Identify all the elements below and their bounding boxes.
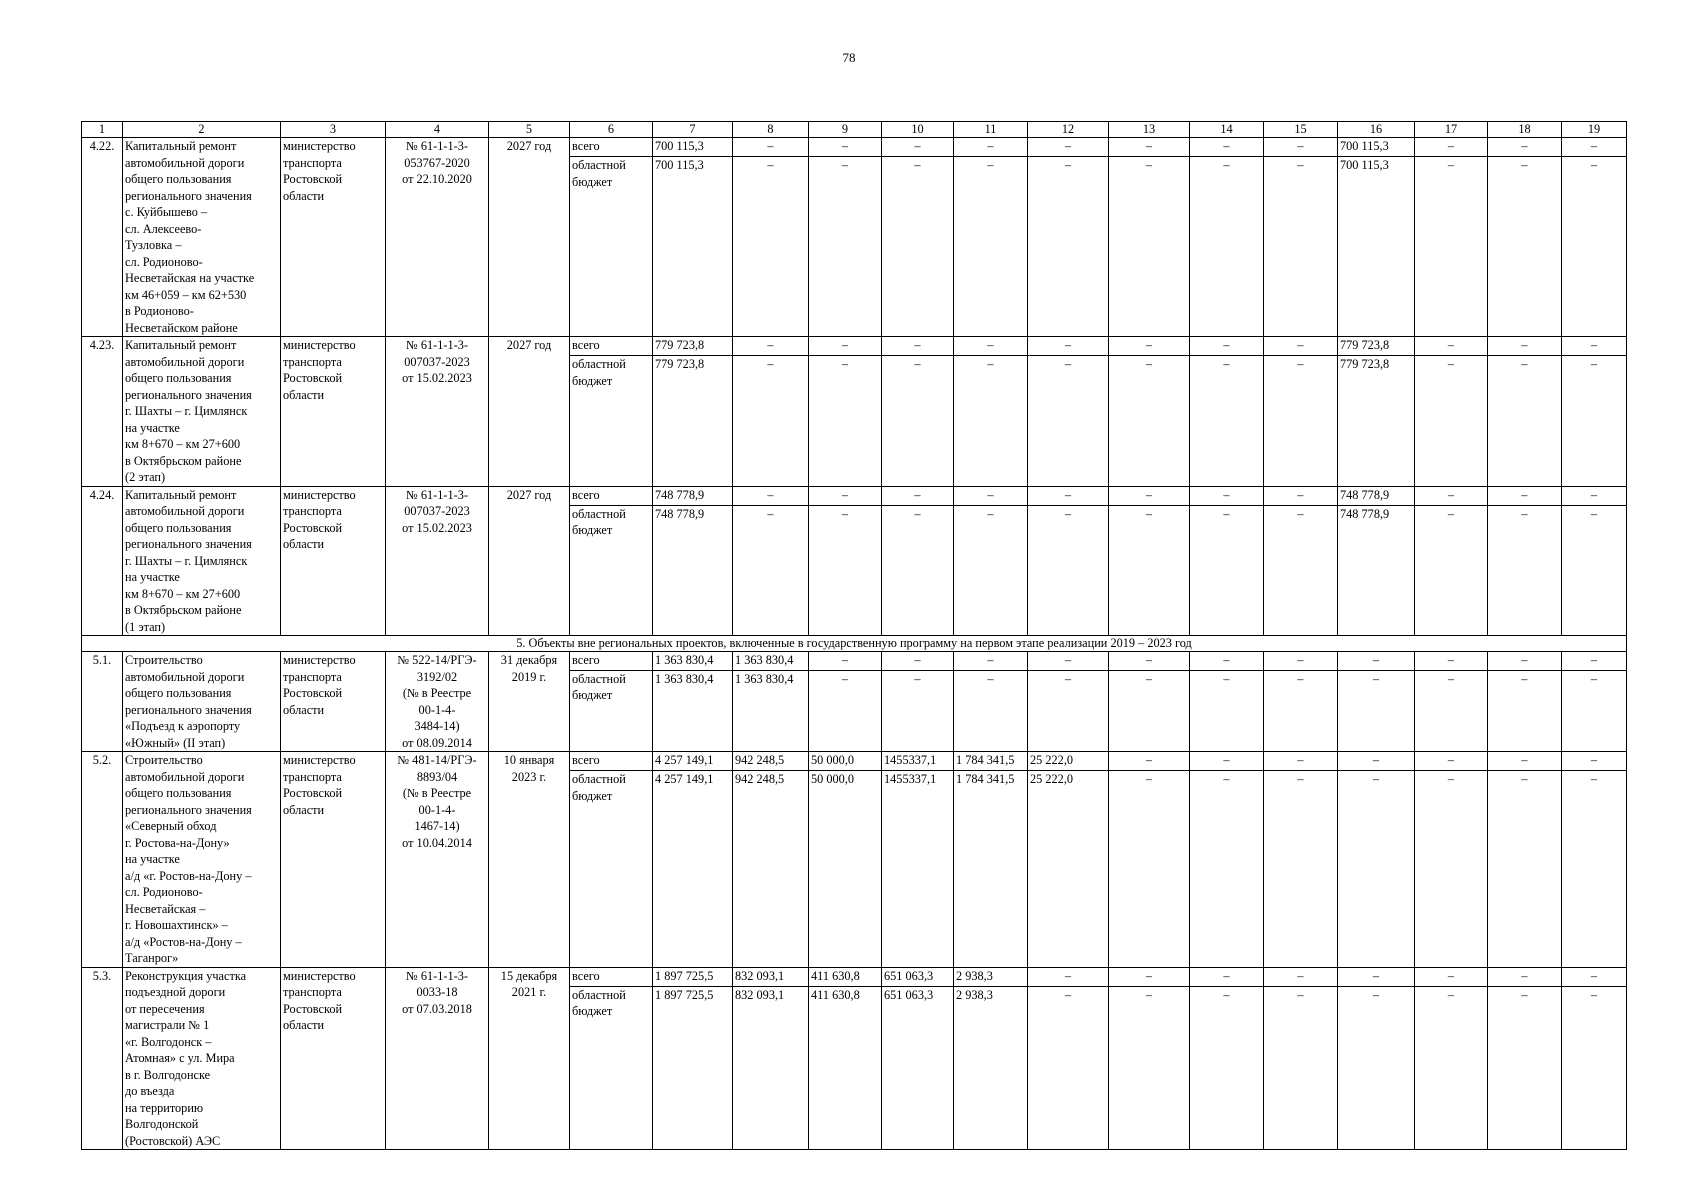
- completion-date: 10 января 2023 г.: [489, 752, 570, 968]
- amount-cell: –: [1028, 486, 1109, 505]
- document-ref: № 61-1-1-3- 007037-2023 от 15.02.2023: [386, 337, 489, 487]
- amount-cell: 779 723,8: [1338, 337, 1415, 356]
- amount-cell: –: [809, 652, 882, 671]
- amount-cell: 1 784 341,5: [954, 771, 1028, 967]
- amount-cell: 700 115,3: [653, 157, 733, 337]
- amount-cell: –: [1264, 652, 1338, 671]
- column-number: 15: [1264, 122, 1338, 138]
- amount-cell: –: [733, 138, 809, 157]
- amount-cell: –: [1190, 967, 1264, 986]
- amount-cell: –: [1264, 986, 1338, 1149]
- completion-date: 15 декабря 2021 г.: [489, 967, 570, 1150]
- amount-cell: –: [1109, 986, 1190, 1149]
- amount-cell: –: [1028, 967, 1109, 986]
- amount-cell: 1 363 830,4: [653, 652, 733, 671]
- amount-cell: –: [882, 652, 954, 671]
- funding-source: всего: [570, 337, 653, 356]
- table-row: [82, 138, 1627, 157]
- amount-cell: –: [1415, 967, 1488, 986]
- amount-cell: 1 784 341,5: [954, 752, 1028, 771]
- funding-source: всего: [570, 486, 653, 505]
- completion-date: 2027 год: [489, 337, 570, 487]
- amount-cell: 832 093,1: [733, 986, 809, 1149]
- object-name: Капитальный ремонт автомобильной дороги общего пользования регионального значения г. Шахты – г. Цимлянск на участке км 8+670 – км 27+600 в Октябрьском районе (1 этап): [123, 486, 281, 636]
- amount-cell: –: [1562, 157, 1627, 337]
- amount-cell: –: [1338, 986, 1415, 1149]
- amount-cell: –: [954, 356, 1028, 486]
- amount-cell: 748 778,9: [1338, 505, 1415, 635]
- amount-cell: 779 723,8: [653, 337, 733, 356]
- funding-source: всего: [570, 967, 653, 986]
- amount-cell: –: [1488, 337, 1562, 356]
- amount-cell: –: [954, 652, 1028, 671]
- amount-cell: 411 630,8: [809, 986, 882, 1149]
- amount-cell: –: [1488, 771, 1562, 967]
- amount-cell: 4 257 149,1: [653, 771, 733, 967]
- completion-date: 2027 год: [489, 138, 570, 337]
- column-number: 2: [123, 122, 281, 138]
- amount-cell: –: [1109, 967, 1190, 986]
- amount-cell: –: [882, 356, 954, 486]
- amount-cell: –: [954, 486, 1028, 505]
- amount-cell: 779 723,8: [653, 356, 733, 486]
- amount-cell: –: [1190, 752, 1264, 771]
- document-ref: № 481-14/РГЭ- 8893/04 (№ в Реестре 00-1-4- 1467-14) от 10.04.2014: [386, 752, 489, 968]
- amount-cell: –: [1028, 986, 1109, 1149]
- executor: министерство транспорта Ростовской области: [281, 337, 386, 487]
- item-number: 4.23.: [82, 337, 123, 487]
- amount-cell: –: [809, 337, 882, 356]
- item-number: 5.3.: [82, 967, 123, 1150]
- amount-cell: –: [1415, 986, 1488, 1149]
- executor: министерство транспорта Ростовской области: [281, 486, 386, 636]
- amount-cell: –: [1190, 337, 1264, 356]
- amount-cell: –: [809, 505, 882, 635]
- amount-cell: –: [1562, 356, 1627, 486]
- amount-cell: –: [1028, 652, 1109, 671]
- amount-cell: –: [1488, 967, 1562, 986]
- amount-cell: 942 248,5: [733, 771, 809, 967]
- amount-cell: –: [882, 138, 954, 157]
- amount-cell: –: [1109, 771, 1190, 967]
- object-name: Капитальный ремонт автомобильной дороги общего пользования регионального значения с. Куйбышево – сл. Алексеево- Тузловка – сл. Родионово- Несветайская на участке км 46+059 – км 62+530 в Родионово- Несветайском районе: [123, 138, 281, 337]
- amount-cell: –: [1488, 486, 1562, 505]
- amount-cell: 748 778,9: [653, 505, 733, 635]
- table-row: [82, 652, 1627, 671]
- table-row: [82, 967, 1627, 986]
- amount-cell: –: [1488, 356, 1562, 486]
- amount-cell: –: [1415, 486, 1488, 505]
- amount-cell: 748 778,9: [1338, 486, 1415, 505]
- amount-cell: –: [954, 157, 1028, 337]
- amount-cell: –: [1264, 771, 1338, 967]
- amount-cell: –: [882, 157, 954, 337]
- amount-cell: –: [1415, 356, 1488, 486]
- amount-cell: –: [1190, 986, 1264, 1149]
- item-number: 5.2.: [82, 752, 123, 968]
- section-heading-row: [82, 636, 1627, 652]
- amount-cell: –: [1109, 670, 1190, 751]
- amount-cell: –: [1190, 670, 1264, 751]
- amount-cell: –: [1562, 505, 1627, 635]
- amount-cell: –: [1415, 157, 1488, 337]
- amount-cell: 700 115,3: [1338, 138, 1415, 157]
- object-name: Строительство автомобильной дороги общего пользования регионального значения «Северный обход г. Ростова-на-Дону» на участке а/д «г. Ростов-на-Дону – сл. Родионово- Несветайская – г. Новошахтинск» – а/д «Ростов-на-Дону – Таганрог»: [123, 752, 281, 968]
- amount-cell: –: [1264, 670, 1338, 751]
- column-number: 7: [653, 122, 733, 138]
- amount-cell: 25 222,0: [1028, 771, 1109, 967]
- column-number: 3: [281, 122, 386, 138]
- column-number: 9: [809, 122, 882, 138]
- amount-cell: –: [1562, 138, 1627, 157]
- amount-cell: –: [733, 505, 809, 635]
- amount-cell: –: [1109, 486, 1190, 505]
- amount-cell: –: [1190, 505, 1264, 635]
- amount-cell: –: [1415, 652, 1488, 671]
- amount-cell: –: [1109, 752, 1190, 771]
- column-number: 14: [1190, 122, 1264, 138]
- amount-cell: –: [1190, 771, 1264, 967]
- amount-cell: 1 897 725,5: [653, 967, 733, 986]
- column-number: 18: [1488, 122, 1562, 138]
- amount-cell: –: [1190, 652, 1264, 671]
- table-row: [82, 337, 1627, 356]
- amount-cell: –: [882, 337, 954, 356]
- amount-cell: –: [1562, 670, 1627, 751]
- amount-cell: –: [809, 157, 882, 337]
- column-number: 4: [386, 122, 489, 138]
- column-number: 6: [570, 122, 653, 138]
- amount-cell: 651 063,3: [882, 967, 954, 986]
- amount-cell: 700 115,3: [1338, 157, 1415, 337]
- amount-cell: 700 115,3: [653, 138, 733, 157]
- executor: министерство транспорта Ростовской области: [281, 752, 386, 968]
- amount-cell: –: [1562, 752, 1627, 771]
- amount-cell: –: [1338, 670, 1415, 751]
- amount-cell: –: [809, 138, 882, 157]
- funding-source: всего: [570, 652, 653, 671]
- amount-cell: –: [1109, 138, 1190, 157]
- amount-cell: 411 630,8: [809, 967, 882, 986]
- amount-cell: –: [1109, 356, 1190, 486]
- amount-cell: –: [1109, 652, 1190, 671]
- amount-cell: –: [1028, 138, 1109, 157]
- amount-cell: 50 000,0: [809, 771, 882, 967]
- amount-cell: –: [1028, 356, 1109, 486]
- funding-source: областной бюджет: [570, 356, 653, 486]
- amount-cell: –: [1338, 967, 1415, 986]
- funding-source: областной бюджет: [570, 505, 653, 635]
- amount-cell: 25 222,0: [1028, 752, 1109, 771]
- amount-cell: 50 000,0: [809, 752, 882, 771]
- amount-cell: –: [882, 486, 954, 505]
- funding-source: областной бюджет: [570, 771, 653, 967]
- amount-cell: –: [1562, 337, 1627, 356]
- amount-cell: –: [1264, 157, 1338, 337]
- amount-cell: –: [1190, 157, 1264, 337]
- table-row: [82, 486, 1627, 505]
- column-number: 1: [82, 122, 123, 138]
- amount-cell: –: [1028, 670, 1109, 751]
- amount-cell: –: [1415, 771, 1488, 967]
- amount-cell: –: [1338, 652, 1415, 671]
- amount-cell: –: [1488, 505, 1562, 635]
- executor: министерство транспорта Ростовской области: [281, 138, 386, 337]
- amount-cell: –: [1562, 771, 1627, 967]
- amount-cell: –: [1488, 157, 1562, 337]
- amount-cell: –: [1109, 157, 1190, 337]
- amount-cell: –: [1190, 356, 1264, 486]
- amount-cell: –: [1264, 337, 1338, 356]
- amount-cell: –: [1028, 157, 1109, 337]
- column-number: 16: [1338, 122, 1415, 138]
- amount-cell: –: [733, 337, 809, 356]
- amount-cell: 942 248,5: [733, 752, 809, 771]
- document-ref: № 61-1-1-3- 0033-18 от 07.03.2018: [386, 967, 489, 1150]
- amount-cell: –: [882, 670, 954, 751]
- column-number: 8: [733, 122, 809, 138]
- amount-cell: –: [1264, 486, 1338, 505]
- amount-cell: –: [954, 138, 1028, 157]
- amount-cell: –: [1338, 771, 1415, 967]
- column-number: 10: [882, 122, 954, 138]
- column-number: 11: [954, 122, 1028, 138]
- column-number: 13: [1109, 122, 1190, 138]
- amount-cell: –: [1415, 337, 1488, 356]
- item-number: 5.1.: [82, 652, 123, 752]
- amount-cell: 1 897 725,5: [653, 986, 733, 1149]
- executor: министерство транспорта Ростовской области: [281, 652, 386, 752]
- funding-source: областной бюджет: [570, 986, 653, 1149]
- amount-cell: 2 938,3: [954, 967, 1028, 986]
- amount-cell: –: [1488, 986, 1562, 1149]
- amount-cell: –: [1109, 337, 1190, 356]
- amount-cell: 1 363 830,4: [733, 652, 809, 671]
- amount-cell: 1455337,1: [882, 771, 954, 967]
- amount-cell: –: [1264, 356, 1338, 486]
- amount-cell: –: [1415, 138, 1488, 157]
- amount-cell: –: [1264, 138, 1338, 157]
- amount-cell: –: [1264, 752, 1338, 771]
- amount-cell: 2 938,3: [954, 986, 1028, 1149]
- amount-cell: –: [1338, 752, 1415, 771]
- amount-cell: –: [1190, 486, 1264, 505]
- amount-cell: –: [954, 337, 1028, 356]
- amount-cell: –: [1488, 652, 1562, 671]
- funding-source: областной бюджет: [570, 670, 653, 751]
- amount-cell: 651 063,3: [882, 986, 954, 1149]
- amount-cell: –: [1028, 337, 1109, 356]
- column-number: 5: [489, 122, 570, 138]
- completion-date: 31 декабря 2019 г.: [489, 652, 570, 752]
- document-ref: № 522-14/РГЭ- 3192/02 (№ в Реестре 00-1-4- 3484-14) от 08.09.2014: [386, 652, 489, 752]
- amount-cell: –: [1415, 505, 1488, 635]
- amount-cell: –: [1109, 505, 1190, 635]
- amount-cell: 832 093,1: [733, 967, 809, 986]
- amount-cell: –: [733, 486, 809, 505]
- amount-cell: –: [733, 157, 809, 337]
- amount-cell: –: [1562, 652, 1627, 671]
- amount-cell: 1 363 830,4: [733, 670, 809, 751]
- page-number: 78: [842, 50, 856, 65]
- funding-source: всего: [570, 752, 653, 771]
- amount-cell: –: [1488, 670, 1562, 751]
- amount-cell: –: [809, 486, 882, 505]
- amount-cell: –: [1562, 967, 1627, 986]
- executor: министерство транспорта Ростовской области: [281, 967, 386, 1150]
- column-number: 17: [1415, 122, 1488, 138]
- table-body: [82, 122, 1627, 1150]
- column-number: 12: [1028, 122, 1109, 138]
- item-number: 4.24.: [82, 486, 123, 636]
- amount-cell: 748 778,9: [653, 486, 733, 505]
- column-number: 19: [1562, 122, 1627, 138]
- amount-cell: –: [1190, 138, 1264, 157]
- object-name: Реконструкция участка подъездной дороги от пересечения магистрали № 1 «г. Волгодонск – Атомная» с ул. Мира в г. Волгодонске до въезда на территорию Волгодонской (Ростовской) АЭС: [123, 967, 281, 1150]
- object-name: Капитальный ремонт автомобильной дороги общего пользования регионального значения г. Шахты – г. Цимлянск на участке км 8+670 – км 27+600 в Октябрьском районе (2 этап): [123, 337, 281, 487]
- amount-cell: –: [733, 356, 809, 486]
- document-ref: № 61-1-1-3- 007037-2023 от 15.02.2023: [386, 486, 489, 636]
- amount-cell: –: [1415, 752, 1488, 771]
- amount-cell: –: [1488, 752, 1562, 771]
- amount-cell: 1455337,1: [882, 752, 954, 771]
- section-heading: 5. Объекты вне региональных проектов, включенные в государственную программу на первом этапе реализации 2019 – 2023 год: [82, 636, 1627, 652]
- amount-cell: –: [954, 670, 1028, 751]
- amount-cell: –: [1562, 486, 1627, 505]
- object-name: Строительство автомобильной дороги общего пользования регионального значения «Подъезд к аэропорту «Южный» (II этап): [123, 652, 281, 752]
- amount-cell: –: [1562, 986, 1627, 1149]
- completion-date: 2027 год: [489, 486, 570, 636]
- column-number-row: [82, 122, 1627, 138]
- amount-cell: 1 363 830,4: [653, 670, 733, 751]
- amount-cell: –: [809, 356, 882, 486]
- amount-cell: –: [1488, 138, 1562, 157]
- program-table: [81, 121, 1627, 1150]
- funding-source: областной бюджет: [570, 157, 653, 337]
- amount-cell: –: [1264, 967, 1338, 986]
- amount-cell: –: [882, 505, 954, 635]
- amount-cell: 4 257 149,1: [653, 752, 733, 771]
- item-number: 4.22.: [82, 138, 123, 337]
- amount-cell: –: [1415, 670, 1488, 751]
- amount-cell: –: [1028, 505, 1109, 635]
- funding-source: всего: [570, 138, 653, 157]
- amount-cell: –: [1264, 505, 1338, 635]
- amount-cell: –: [809, 670, 882, 751]
- table-row: [82, 752, 1627, 771]
- amount-cell: 779 723,8: [1338, 356, 1415, 486]
- amount-cell: –: [954, 505, 1028, 635]
- document-ref: № 61-1-1-3- 053767-2020 от 22.10.2020: [386, 138, 489, 337]
